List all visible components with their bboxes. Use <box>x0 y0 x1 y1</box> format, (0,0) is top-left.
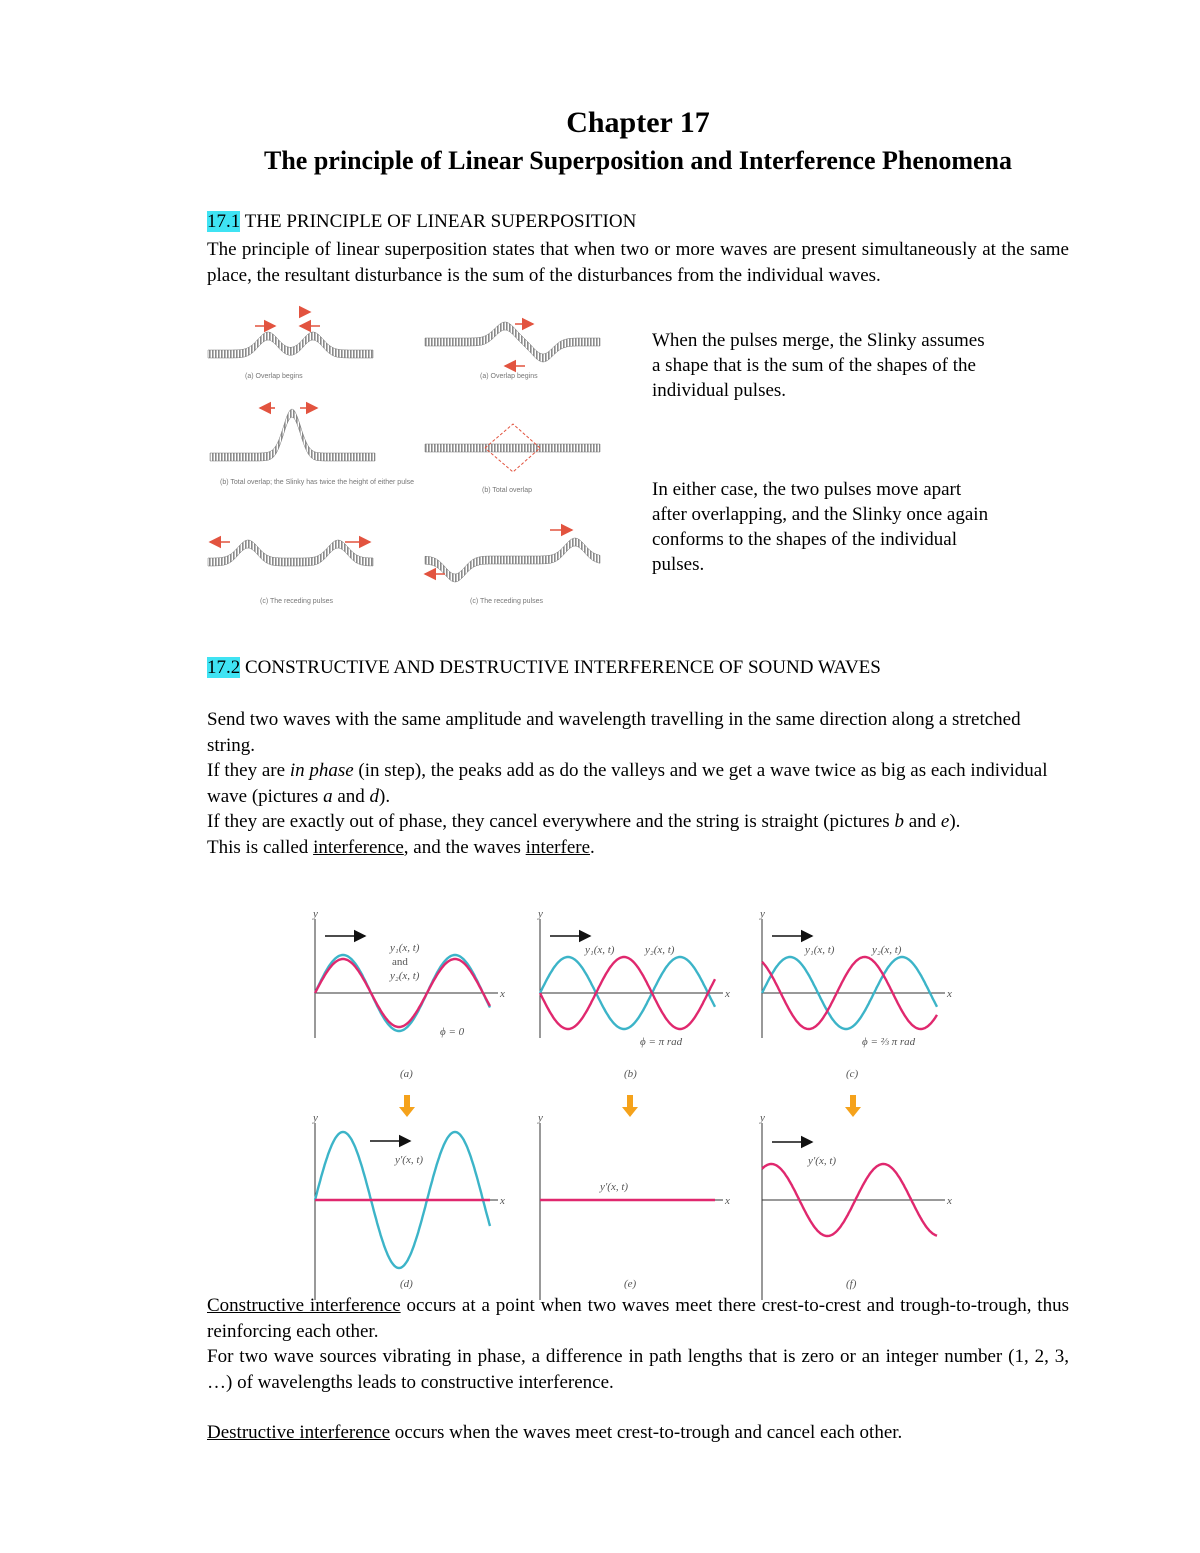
section-heading-text: THE PRINCIPLE OF LINEAR SUPERPOSITION <box>240 211 637 232</box>
chapter-subtitle: The principle of Linear Superposition and Interference Phenomena <box>264 146 1012 175</box>
caption-b: (b) <box>624 1068 637 1080</box>
x-axis-label: x <box>725 988 730 1000</box>
caption-c: (c) <box>846 1068 859 1080</box>
x-axis-label: x <box>947 1195 952 1207</box>
down-arrow-icon <box>399 1095 415 1117</box>
label-y1: y₁(x, t) <box>805 944 835 956</box>
label-y2: y₂(x, t) <box>390 970 420 982</box>
slinky-spring <box>425 322 600 362</box>
caption-e: (e) <box>624 1278 637 1290</box>
slinky-spring <box>208 332 373 358</box>
label-and: and <box>392 956 408 968</box>
slinky-spring <box>425 538 600 582</box>
slinky-caption: (c) The receding pulses <box>470 598 544 605</box>
interference-figure <box>300 905 960 1295</box>
side-note-merge: When the pulses merge, the Slinky assumes a shape that is the sum of the shapes of the individual pulses. <box>652 330 985 401</box>
section-number-highlight: 17.1 <box>207 211 241 232</box>
caption-f: (f) <box>846 1278 857 1290</box>
slinky-caption: (a) Overlap begins <box>480 373 538 380</box>
constructive-definition: Constructive interference occurs at a point when two waves meet there crest-to-crest and trough-to-trough, thus reinforcing each other. <box>207 1295 1069 1342</box>
y-axis-label: y <box>313 908 318 920</box>
slinky-caption: (b) Total overlap <box>482 487 533 494</box>
y-axis-label: y <box>538 908 543 920</box>
x-axis-label: x <box>947 988 952 1000</box>
label-yprime: y′(x, t) <box>395 1154 424 1166</box>
down-arrow-icon <box>622 1095 638 1117</box>
caption-d: (d) <box>400 1278 413 1290</box>
y-axis-label: y <box>538 1112 543 1124</box>
down-arrow-icon <box>845 1095 861 1117</box>
paragraph: If they are exactly out of phase, they cancel everywhere and the string is straight (pictures b and e). <box>207 811 961 832</box>
label-y1: y₁(x, t) <box>390 942 420 954</box>
slinky-spring <box>208 540 373 566</box>
x-axis-label: x <box>725 1195 730 1207</box>
phi-label-c: ϕ = ⅔ π rad <box>862 1036 916 1048</box>
y-axis-label: y <box>313 1112 318 1124</box>
y-axis-label: y <box>760 1112 765 1124</box>
slinky-caption: (b) Total overlap; the Slinky has twice the height of either pulse <box>220 479 415 486</box>
section-number-highlight: 17.2 <box>207 657 241 678</box>
slinky-caption: (c) The receding pulses <box>260 598 334 605</box>
slinky-spring <box>210 409 375 461</box>
interference-text <box>207 707 1069 860</box>
paragraph: Send two waves with the same amplitude and wavelength travelling in the same direction along a stretched string. <box>207 709 1021 756</box>
chapter-title: Chapter 17 <box>566 106 710 139</box>
slinky-spring <box>425 444 600 452</box>
slinky-illustration <box>200 312 620 612</box>
x-axis-label: x <box>500 988 505 1000</box>
destructive-definition: Destructive interference occurs when the waves meet crest-to-trough and cancel each other. <box>207 1422 903 1443</box>
side-note-apart: In either case, the two pulses move apart after overlapping, and the Slinky once again conforms to the shapes of the individual pulses. <box>652 479 989 575</box>
label-y2: y₂(x, t) <box>872 944 902 956</box>
phi-label-a: ϕ = 0 <box>440 1026 465 1038</box>
constructive-path-difference: For two wave sources vibrating in phase, a difference in path lengths that is zero or an integer number (1, 2, 3, …) of wavelengths leads to constructive interference. <box>207 1346 1069 1393</box>
label-yprime: y′(x, t) <box>600 1181 629 1193</box>
label-y2: y₂(x, t) <box>645 944 675 956</box>
y-axis-label: y <box>760 908 765 920</box>
section-heading-text: CONSTRUCTIVE AND DESTRUCTIVE INTERFERENCE OF SOUND WAVES <box>240 657 881 678</box>
paragraph: If they are in phase (in step), the peaks add as do the valleys and we get a wave twice as big as each individual wave (pictures a and d). <box>207 760 1048 807</box>
phi-label-b: ϕ = π rad <box>640 1036 683 1048</box>
slinky-caption: (a) Overlap begins <box>245 373 303 380</box>
paragraph: This is called interference, and the waves interfere. <box>207 836 595 858</box>
section-heading-17-2 <box>207 657 881 679</box>
x-axis-label: x <box>500 1195 505 1207</box>
section-heading-17-1 <box>207 211 636 233</box>
label-yprime: y′(x, t) <box>808 1155 837 1167</box>
superposition-definition: The principle of linear superposition states that when two or more waves are present simultaneously at the same place, the resultant disturbance is the sum of the disturbances from the individual waves. <box>207 239 1069 286</box>
caption-a: (a) <box>400 1068 413 1080</box>
label-y1: y₁(x, t) <box>585 944 615 956</box>
